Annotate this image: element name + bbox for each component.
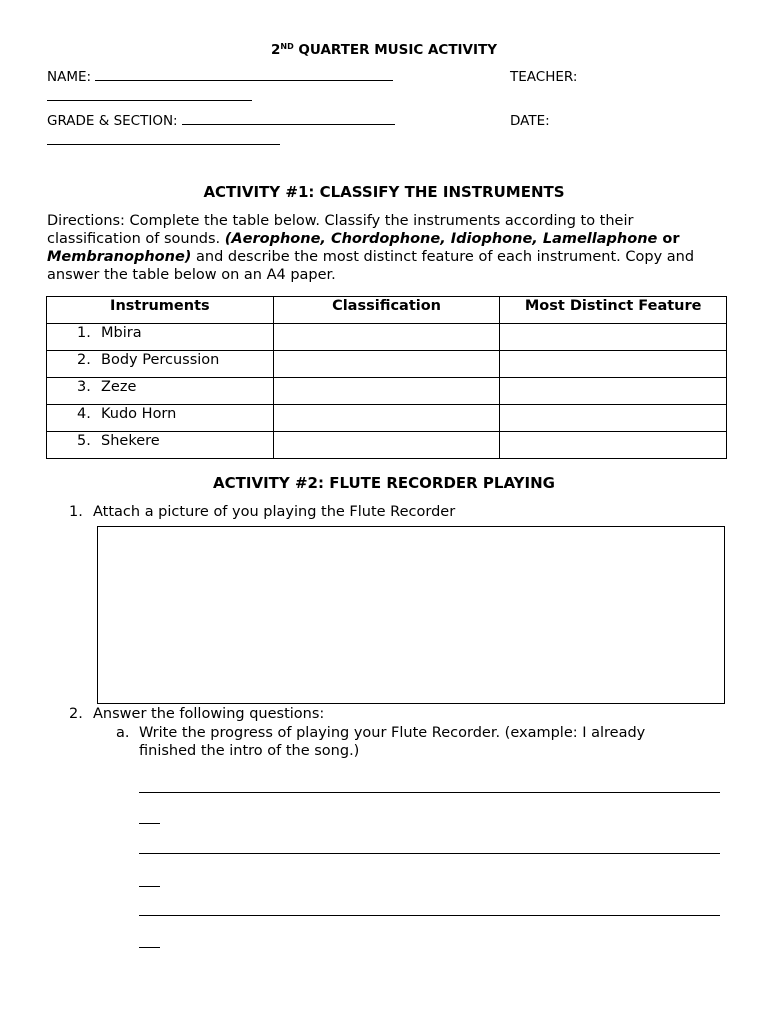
date-label: DATE:: [510, 113, 550, 129]
feature-cell[interactable]: [500, 351, 727, 378]
column-header-feature: Most Distinct Feature: [500, 297, 727, 324]
name-label: NAME:: [47, 69, 92, 85]
table-row: [47, 405, 727, 432]
activity2-heading: ACTIVITY #2: FLUTE RECORDER PLAYING: [213, 474, 555, 492]
table-row: [47, 324, 727, 351]
answer-line-continuation[interactable]: [139, 886, 160, 887]
table-row: [47, 378, 727, 405]
feature-cell[interactable]: [500, 378, 727, 405]
teacher-label: TEACHER:: [510, 69, 578, 85]
feature-cell[interactable]: [500, 405, 727, 432]
sub-a-letter: a.: [116, 725, 130, 741]
classification-cell[interactable]: [273, 405, 500, 432]
instrument-cell: 2. Body Percussion: [47, 351, 274, 378]
name-blank[interactable]: [95, 69, 393, 81]
grade-section-field: [47, 113, 395, 129]
instrument-cell: 4. Kudo Horn: [47, 405, 274, 432]
answer-line-continuation[interactable]: [139, 947, 160, 948]
classification-cell[interactable]: [273, 351, 500, 378]
grade-section-label: GRADE & SECTION:: [47, 113, 178, 129]
name-field: [47, 69, 393, 85]
classification-cell[interactable]: [273, 378, 500, 405]
table-header-row: [47, 297, 727, 324]
instrument-cell: 1. Mbira: [47, 324, 274, 351]
feature-cell[interactable]: [500, 324, 727, 351]
instrument-cell: 5. Shekere: [47, 432, 274, 459]
sub-a-line1: Write the progress of playing your Flute Recorder. (example: I already: [139, 725, 646, 741]
activity1-heading: ACTIVITY #1: CLASSIFY THE INSTRUMENTS: [203, 183, 565, 201]
answer-line[interactable]: [139, 853, 720, 854]
page-title: 2ND QUARTER MUSIC ACTIVITY: [270, 42, 498, 58]
instruments-table: [46, 296, 727, 459]
teacher-blank[interactable]: [47, 100, 252, 101]
classification-cell[interactable]: [273, 324, 500, 351]
feature-cell[interactable]: [500, 432, 727, 459]
title-superscript: ND: [280, 42, 294, 51]
table-row: [47, 351, 727, 378]
classification-cell[interactable]: [273, 432, 500, 459]
table-row: [47, 432, 727, 459]
sub-a-line2: finished the intro of the song.): [139, 743, 360, 759]
item1-text: Attach a picture of you playing the Flute Recorder: [93, 504, 456, 520]
item2-number: 2.: [69, 706, 83, 722]
picture-box[interactable]: [97, 526, 725, 704]
grade-section-blank[interactable]: [182, 113, 395, 125]
answer-line-continuation[interactable]: [139, 823, 160, 824]
item1-number: 1.: [69, 504, 83, 520]
answer-line[interactable]: [139, 915, 720, 916]
instrument-cell: 3. Zeze: [47, 378, 274, 405]
date-blank[interactable]: [47, 144, 280, 145]
answer-line[interactable]: [139, 792, 720, 793]
column-header-instruments: Instruments: [47, 297, 274, 324]
item2-text: Answer the following questions:: [93, 706, 325, 722]
column-header-classification: Classification: [273, 297, 500, 324]
activity1-directions: Directions: Complete the table below. Classify the instruments according to their classification of sounds. (Aerophone, Chordophone, Idiophone, Lamellaphone or Membranophone) and describe the most distinct feature of each instrument. Copy and answer the table below on an A4 paper.: [47, 213, 695, 283]
